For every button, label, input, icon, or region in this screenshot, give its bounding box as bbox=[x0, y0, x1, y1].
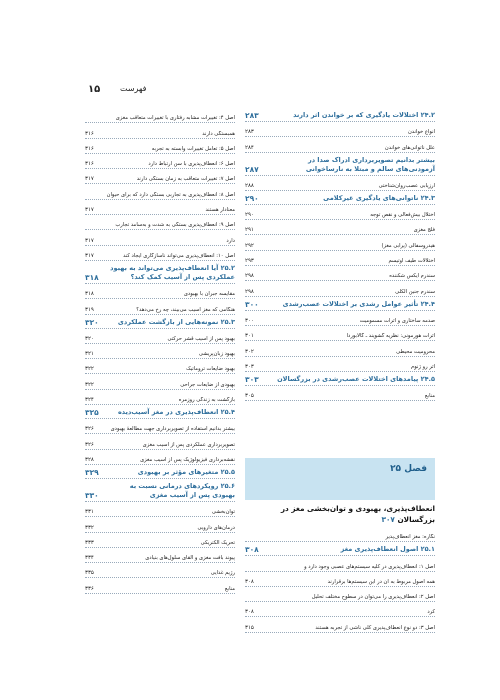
toc-entry-page: ۳۱۶ bbox=[85, 145, 94, 152]
toc-entry-page: ۳۱۷ bbox=[85, 176, 94, 183]
toc-entry-page: ۲۸۸ bbox=[245, 182, 254, 189]
toc-entry bbox=[245, 251, 435, 266]
toc-entry-title: ۲۴.۴ تأثیر عوامل رشدی بر اختلالات عصب‌رشدی bbox=[282, 299, 435, 308]
toc-entry-page: ۳۳۱ bbox=[85, 509, 94, 516]
toc-entry-title: ۲۴.۵ پیامدهای اختلالات عصب‌رشدی در بزرگسالان bbox=[277, 374, 435, 383]
toc-entry bbox=[245, 341, 435, 356]
toc-entry-page: ۲۹۱ bbox=[245, 227, 254, 234]
toc-entry-title: بیشتر بدانیم تصویربرداری ادراک صدا در آزمودنی‌های سالم و مبتلا به نارساخوانی bbox=[305, 155, 435, 173]
toc-entry-title: ۲۵.۴ انعطاف‌پذیری در مغز آسیب‌دیده bbox=[117, 408, 235, 417]
toc-entry-title: صدمه ساختاری و اثرات مسمومیت bbox=[359, 317, 435, 324]
chapter-title-page: ۳۰۷ bbox=[381, 515, 395, 524]
toc-entry bbox=[85, 359, 235, 374]
toc-entry bbox=[85, 533, 235, 548]
toc-entry bbox=[245, 556, 435, 571]
toc-entry-page: ۳۰۲ bbox=[245, 348, 254, 355]
toc-entry-page: ۲۹۸ bbox=[245, 273, 254, 280]
toc-entry-title: اصل ۵: تعامل تغییرات وابسته به تجربه bbox=[151, 145, 235, 152]
toc-section-entry bbox=[85, 405, 235, 419]
toc-section-entry bbox=[245, 372, 435, 386]
toc-entry-title: اصل ۲: انعطاف‌پذیری را می‌توان در سطوح مختلف تحلیل bbox=[311, 594, 435, 601]
toc-entry-page: ۲۹۰ bbox=[245, 193, 259, 203]
toc-entry-title: ۲۵.۳ نمونه‌هایی از بازگشت عملکردی bbox=[117, 317, 235, 326]
toc-entry bbox=[85, 108, 235, 123]
toc-entry bbox=[85, 502, 235, 517]
page-number: ۱۵ bbox=[88, 84, 101, 95]
toc-entry bbox=[85, 434, 235, 449]
toc-entry bbox=[245, 176, 435, 191]
toc-entry bbox=[85, 517, 235, 532]
toc-entry-title: بهبود ضایعات تروماتیک bbox=[186, 366, 235, 373]
toc-entry-title: تحریک الکتریکی bbox=[200, 539, 235, 546]
toc-section-entry bbox=[245, 542, 435, 556]
toc-entry-page: ۲۸۳ bbox=[245, 111, 259, 120]
toc-entry-page: ۳۰۰ bbox=[245, 299, 259, 309]
toc-entry-title: اصل ۸: انعطاف‌پذیری به تجاربی بستگی دارد که برای حیوان bbox=[106, 191, 235, 198]
toc-entry-title: ۲۵.۵ متغیرهای مؤثر بر بهبودی bbox=[137, 467, 235, 476]
toc-entry-title: منابع bbox=[224, 585, 235, 592]
toc-entry bbox=[245, 205, 435, 220]
toc-entry-title: ارزیابی عصب‌روان‌شناختی bbox=[378, 182, 435, 189]
toc-entry-title: کرد bbox=[427, 609, 435, 616]
chapter-title bbox=[245, 503, 435, 525]
toc-entry bbox=[245, 326, 435, 341]
toc-entry bbox=[85, 419, 235, 434]
toc-entry bbox=[85, 344, 235, 359]
toc-section-entry bbox=[85, 465, 235, 479]
chapter-heading-box bbox=[245, 458, 435, 500]
toc-entry bbox=[85, 284, 235, 299]
toc-entry-title: رژیم غذایی bbox=[210, 570, 235, 577]
toc-entry-title: همه اصول مربوط به آن در این سیستم‌ها برقرارند bbox=[327, 578, 435, 585]
toc-entry-page: ۳۳۴ bbox=[85, 555, 94, 562]
toc-entry-title: اختلالات طیف اوتیسم bbox=[388, 258, 435, 265]
toc-entry-page: ۳۱۶ bbox=[85, 130, 94, 137]
toc-entry bbox=[85, 184, 235, 199]
toc-entry-page: ۲۹۰ bbox=[245, 212, 254, 219]
toc-entry bbox=[245, 357, 435, 372]
toc-left-column bbox=[85, 108, 235, 594]
toc-entry-title: درمان‌های دارویی bbox=[197, 524, 235, 531]
toc-section-entry bbox=[245, 108, 435, 122]
toc-entry bbox=[85, 215, 235, 230]
toc-entry-title: اصل ۱: انعطاف‌پذیری در کلیه سیستم‌های عصبی وجود دارد و bbox=[304, 563, 435, 570]
toc-entry bbox=[85, 246, 235, 261]
toc-entry-page: ۳۲۱ bbox=[85, 351, 94, 358]
toc-entry-page: ۳۰۱ bbox=[245, 333, 254, 340]
toc-entry bbox=[85, 329, 235, 344]
toc-entry-page: ۳۲۵ bbox=[85, 408, 99, 418]
toc-entry-page: ۳۲۰ bbox=[85, 335, 94, 342]
toc-entry-page: ۳۱۷ bbox=[85, 207, 94, 214]
toc-entry-page: ۲۹۸ bbox=[245, 288, 254, 295]
toc-entry-title: اصل ۴: تغییرات مشابه رفتاری با تغییرات متعاقب مغزی bbox=[115, 115, 235, 122]
toc-entry-title: ۲۴.۲ اختلالات یادگیری که بر خواندن اثر دارند bbox=[293, 111, 435, 119]
toc-entry-title: اثرات هورمونی: نظریه گشویند ـ گالابوردا bbox=[346, 333, 435, 340]
toc-entry bbox=[245, 311, 435, 326]
toc-entry bbox=[85, 169, 235, 184]
toc-entry-title: بهبود زبان‌پریشی bbox=[198, 351, 235, 358]
toc-entry-title: نگاره: مغز انعطاف‌پذیر bbox=[385, 534, 435, 541]
chapter-label: فصل ۲۵ bbox=[390, 464, 427, 474]
toc-entry-title: همبستگی دارند bbox=[202, 130, 235, 137]
toc-entry-title: ۲۵.۶ رویکردهای درمانی نسبت به بهبودی پس از آسیب مغزی bbox=[129, 481, 235, 499]
toc-entry-page: ۳۱۷ bbox=[85, 252, 94, 259]
toc-entry-page: ۲۹۳ bbox=[245, 258, 254, 265]
toc-entry-title: محرومیت محیطی bbox=[396, 348, 435, 355]
toc-entry-title: توان‌بخشی bbox=[211, 509, 235, 516]
toc-entry-page: ۲۹۲ bbox=[245, 242, 254, 249]
toc-entry-title: ۲۴.۳ ناتوانی‌های یادگیری غیرکلامی bbox=[323, 193, 435, 202]
toc-entry bbox=[245, 587, 435, 602]
toc-entry-title: بهبودی از ضایعات جراحی bbox=[180, 381, 235, 388]
toc-section-entry bbox=[85, 315, 235, 329]
toc-section-entry bbox=[245, 191, 435, 205]
toc-entry bbox=[85, 390, 235, 405]
toc-entry-page: ۳۲۰ bbox=[85, 317, 99, 327]
toc-entry-title: منابع bbox=[424, 393, 435, 400]
toc-entry-page: ۳۳۳ bbox=[85, 539, 94, 546]
chapter-title-text: انعطاف‌پذیری، بهبودی و توان‌بخشی مغز در بزرگسالان bbox=[280, 504, 435, 524]
toc-entry-page: ۲۸۳ bbox=[245, 129, 254, 136]
toc-entry bbox=[245, 220, 435, 235]
toc-entry-page: ۳۳۰ bbox=[85, 490, 99, 500]
toc-entry-page: ۳۰۸ bbox=[245, 578, 254, 585]
toc-entry-title: اختلال بیش‌فعالی و نقص توجه bbox=[370, 212, 435, 219]
toc-entry-page: ۳۰۳ bbox=[245, 374, 259, 384]
toc-section-entry bbox=[245, 153, 435, 176]
toc-entry bbox=[85, 450, 235, 465]
toc-entry bbox=[245, 122, 435, 137]
toc-entry-page: ۳۳۲ bbox=[85, 524, 94, 531]
toc-entry bbox=[85, 123, 235, 138]
toc-section-entry bbox=[85, 261, 235, 284]
header-title: فهرست bbox=[120, 84, 147, 93]
toc-entry bbox=[85, 563, 235, 578]
toc-entry-page: ۳۱۸ bbox=[85, 272, 99, 282]
toc-entry-title: اصل ۱۰: انعطاف‌پذیری می‌تواند ناسازگاری ایجاد کند bbox=[123, 252, 235, 259]
toc-entry bbox=[85, 548, 235, 563]
toc-entry-page: ۲۸۷ bbox=[245, 164, 259, 174]
toc-entry bbox=[85, 299, 235, 314]
toc-entry-title: بهبود پس از آسیب قشر حرکتی bbox=[167, 335, 235, 342]
toc-entry-title: اصل ۷: تغییرات متعاقب به زمان بستگی دارند bbox=[136, 176, 235, 183]
toc-entry-title: سندرم ایکس شکننده bbox=[389, 273, 435, 280]
chapter-entries bbox=[245, 527, 435, 633]
page-header bbox=[0, 66, 500, 106]
toc-entry-title: بازگشت به زندگی روزمره bbox=[178, 397, 235, 404]
toc-entry-title: اصل ۳: دو نوع انعطاف‌پذیری کلی ناشی از تجربه هستند bbox=[315, 624, 435, 631]
toc-entry-page: ۳۱۵ bbox=[245, 624, 254, 631]
toc-entry-page: ۳۰۵ bbox=[245, 393, 254, 400]
toc-entry bbox=[245, 386, 435, 401]
toc-entry bbox=[85, 139, 235, 154]
toc-entry-page: ۳۲۴ bbox=[85, 397, 94, 404]
toc-entry-page: ۳۱۹ bbox=[85, 306, 94, 313]
toc-entry-title: اصل ۶: انعطاف‌پذیری با سن ارتباط دارد bbox=[148, 161, 235, 168]
toc-entry bbox=[245, 617, 435, 632]
toc-entry-title: مقایسه جبران با بهبودی bbox=[183, 291, 235, 298]
toc-entry bbox=[85, 374, 235, 389]
toc-entry bbox=[245, 266, 435, 281]
toc-entry-page: ۳۱۶ bbox=[85, 161, 94, 168]
toc-entry-title: علل ناتوانی‌های خواندن bbox=[384, 144, 435, 151]
toc-entry-page: ۳۲۸ bbox=[85, 456, 94, 463]
toc-entry-page: ۳۲۶ bbox=[85, 441, 94, 448]
toc-entry-title: هیدروسفالی (پرآبی مغز) bbox=[381, 242, 435, 249]
toc-entry-page: ۳۳۵ bbox=[85, 570, 94, 577]
toc-entry-page: ۲۸۴ bbox=[245, 144, 254, 151]
toc-entry-title: فلج مغزی bbox=[413, 227, 435, 234]
toc-entry-title: ۲۵.۱ اصول انعطاف‌پذیری مغز bbox=[340, 545, 435, 554]
toc-right-column bbox=[245, 108, 435, 401]
toc-entry bbox=[245, 527, 435, 542]
toc-entry-page: ۳۲۶ bbox=[85, 426, 94, 433]
toc-entry bbox=[245, 572, 435, 587]
toc-entry-page: ۳۰۸ bbox=[245, 545, 259, 555]
toc-section-entry bbox=[85, 479, 235, 502]
toc-entry-title: انواع خواندن bbox=[407, 129, 435, 136]
toc-entry-page: ۳۳۶ bbox=[85, 585, 94, 592]
toc-entry-title: ۲۵.۲ آیا انعطاف‌پذیری می‌تواند به بهبود عملکردی پس از آسیب کمک کند؟ bbox=[110, 263, 235, 281]
toc-entry bbox=[245, 281, 435, 296]
toc-entry bbox=[245, 235, 435, 250]
toc-entry-page: ۳۰۳ bbox=[245, 363, 254, 370]
toc-entry bbox=[85, 154, 235, 169]
toc-entry-page: ۳۲۲ bbox=[85, 381, 94, 388]
toc-entry-title: اصل ۹: انعطاف‌پذیری بستگی به شدت و به‌سامد تجارب bbox=[115, 222, 235, 229]
toc-entry bbox=[245, 137, 435, 152]
toc-entry-title: اثر رو ژنوم bbox=[411, 363, 435, 370]
toc-entry-title: نقشه‌برداری فیزیولوژیک پس از آسیب مغزی bbox=[140, 456, 235, 463]
toc-entry bbox=[85, 230, 235, 245]
toc-entry-page: ۳۲۹ bbox=[85, 467, 99, 477]
toc-entry-page: ۳۲۲ bbox=[85, 366, 94, 373]
toc-entry-title: بیشتر بدانیم استفاده از تصویربرداری جهت مطالعهٔ بهبودی bbox=[110, 426, 235, 433]
toc-entry-page: ۳۱۸ bbox=[85, 291, 94, 298]
toc-entry-title: سندرم جنین الکلی bbox=[395, 288, 435, 295]
toc-entry-title: پیوند بافت مغزی و القای سلول‌های بنیادی bbox=[145, 555, 235, 562]
toc-entry-title: هنگامی که مغز آسیب می‌بیند، چه رخ می‌دهد؟ bbox=[136, 306, 235, 313]
toc-section-entry bbox=[245, 297, 435, 311]
toc-entry-page: ۳۰۰ bbox=[245, 317, 254, 324]
toc-entry-title: تصویربرداری عملکردی پس از آسیب مغزی bbox=[142, 441, 235, 448]
toc-entry-page: ۳۰۸ bbox=[245, 609, 254, 616]
toc-entry bbox=[245, 602, 435, 617]
toc-entry-title: دارد bbox=[226, 237, 235, 244]
toc-entry bbox=[85, 578, 235, 593]
toc-entry-page: ۳۱۷ bbox=[85, 237, 94, 244]
toc-entry bbox=[85, 200, 235, 215]
toc-entry-title: معنادار هستند bbox=[205, 207, 235, 214]
